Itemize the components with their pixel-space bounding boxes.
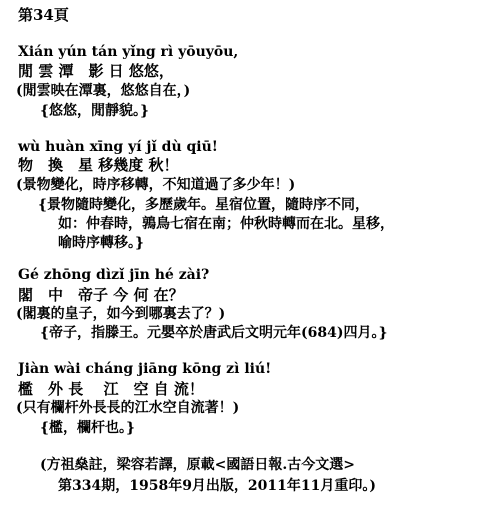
note-line: {悠悠，閒靜貌。}: [40, 103, 150, 119]
chinese-line: 閒 雲 潭 影 日 悠悠，: [18, 62, 174, 80]
pinyin-line: wù huàn xīng yí jǐ dù qiū!: [18, 139, 218, 155]
chinese-line: 物 換 星 移幾度 秋！: [18, 156, 179, 174]
chinese-line: 閣 中 帝子 今 何 在？: [18, 286, 184, 304]
note-line: 喻時序轉移。}: [58, 235, 145, 251]
pinyin-line: Gé zhōng dìzǐ jīn hé zài?: [18, 267, 210, 283]
note-line: {檻，欄杆也。}: [40, 420, 136, 436]
pinyin-line: Xián yún tán yǐng rì yōuyōu,: [18, 44, 239, 60]
chinese-line: 檻 外 長 江 空 自 流！: [18, 380, 204, 398]
source-line: 第334期，1958年9月出版，2011年11月重印。): [58, 478, 377, 494]
note-line: {帝子，指滕王。元嬰卒於唐武后文明元年(684)四月。}: [40, 325, 388, 341]
translation-line: (景物變化，時序移轉，不知道過了多少年！): [16, 177, 296, 193]
source-line: (方祖燊註，梁容若譯，原載<國語日報.古今文選>: [40, 457, 355, 473]
translation-line: (只有欄杆外長長的江水空自流著！): [16, 400, 240, 416]
note-line: 如：仲春時，鶉鳥七宿在南；仲秋時轉而在北。星移，: [58, 216, 394, 232]
translation-line: (閒雲映在潭裏，悠悠自在，): [16, 83, 191, 99]
pinyin-line: Jiàn wài cháng jiāng kōng zì liú!: [18, 361, 272, 377]
page-header: 第34頁: [18, 6, 69, 24]
translation-line: (閣裏的皇子，如今到哪裏去了？): [16, 306, 226, 322]
note-line: {景物隨時變化，多歷歲年。星宿位置，隨時序不同，: [38, 197, 370, 213]
